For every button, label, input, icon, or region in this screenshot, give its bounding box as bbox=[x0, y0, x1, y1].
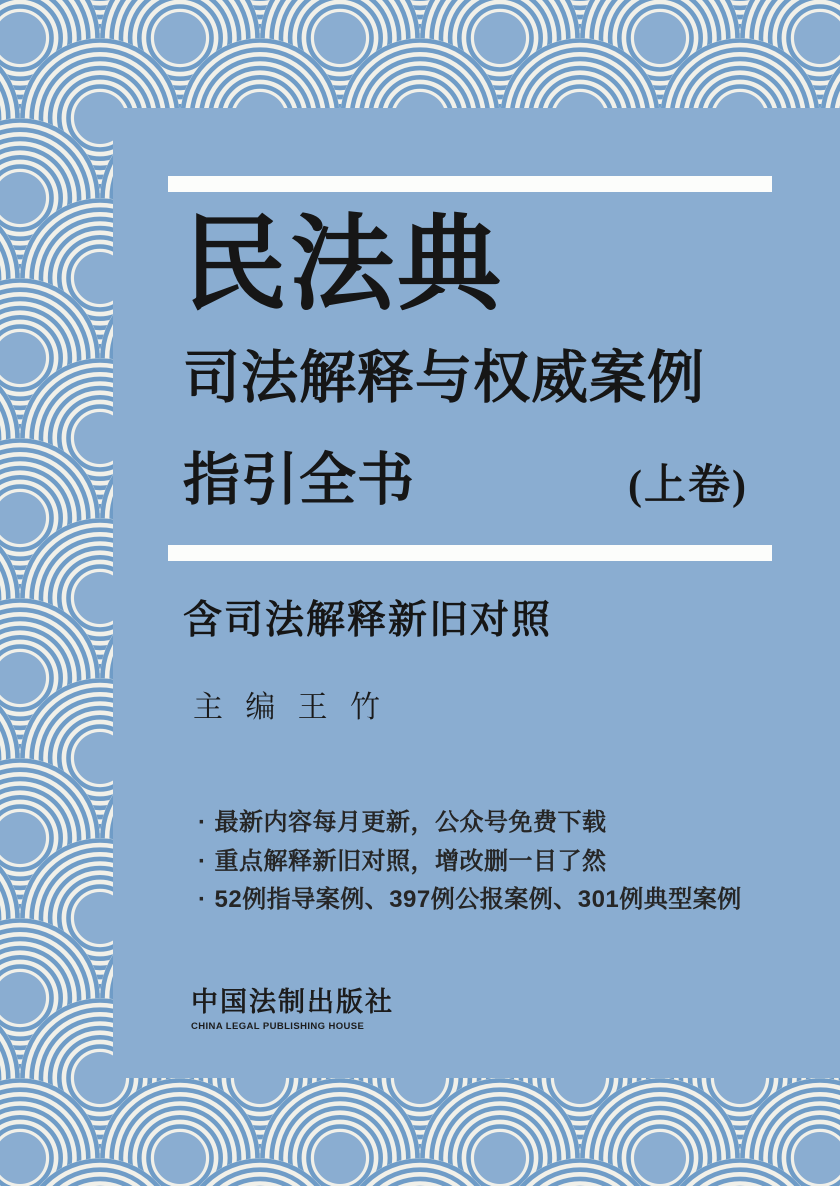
volume-label: (上卷) bbox=[628, 463, 748, 509]
feature-bullet bbox=[198, 884, 742, 916]
feature-bullet-text: 重点解释新旧对照，增改删一目了然 bbox=[214, 847, 607, 875]
subtitle-volume-row bbox=[183, 434, 748, 516]
publisher-name-en: CHINA LEGAL PUBLISHING HOUSE bbox=[191, 1020, 365, 1032]
feature-bullet bbox=[198, 807, 742, 839]
bullet-dot-icon: · bbox=[198, 809, 207, 836]
feature-bullet bbox=[198, 846, 742, 878]
middle-divider-bar bbox=[168, 545, 772, 561]
tagline: 含司法解释新旧对照 bbox=[183, 599, 553, 642]
bullet-dot-icon: · bbox=[198, 847, 207, 875]
top-divider-bar bbox=[168, 176, 772, 192]
cover-panel bbox=[113, 108, 840, 1078]
editor-line: 主 编 王 竹 bbox=[193, 691, 388, 724]
book-subtitle: 司法解释与权威案例 bbox=[183, 347, 705, 410]
book-subtitle-2: 指引全书 bbox=[183, 449, 415, 512]
publisher-block bbox=[191, 988, 394, 1032]
bullet-dot-icon: · bbox=[198, 886, 207, 914]
feature-bullet-text: 最新内容每月更新，公众号免费下载 bbox=[214, 809, 607, 836]
book-title: 民法典 bbox=[183, 208, 505, 323]
publisher-name-cn: 中国法制出版社 bbox=[191, 987, 394, 1017]
feature-bullet-list bbox=[198, 807, 742, 923]
feature-bullet-text: 52例指导案例、397例公报案例、301例典型案例 bbox=[214, 886, 742, 914]
